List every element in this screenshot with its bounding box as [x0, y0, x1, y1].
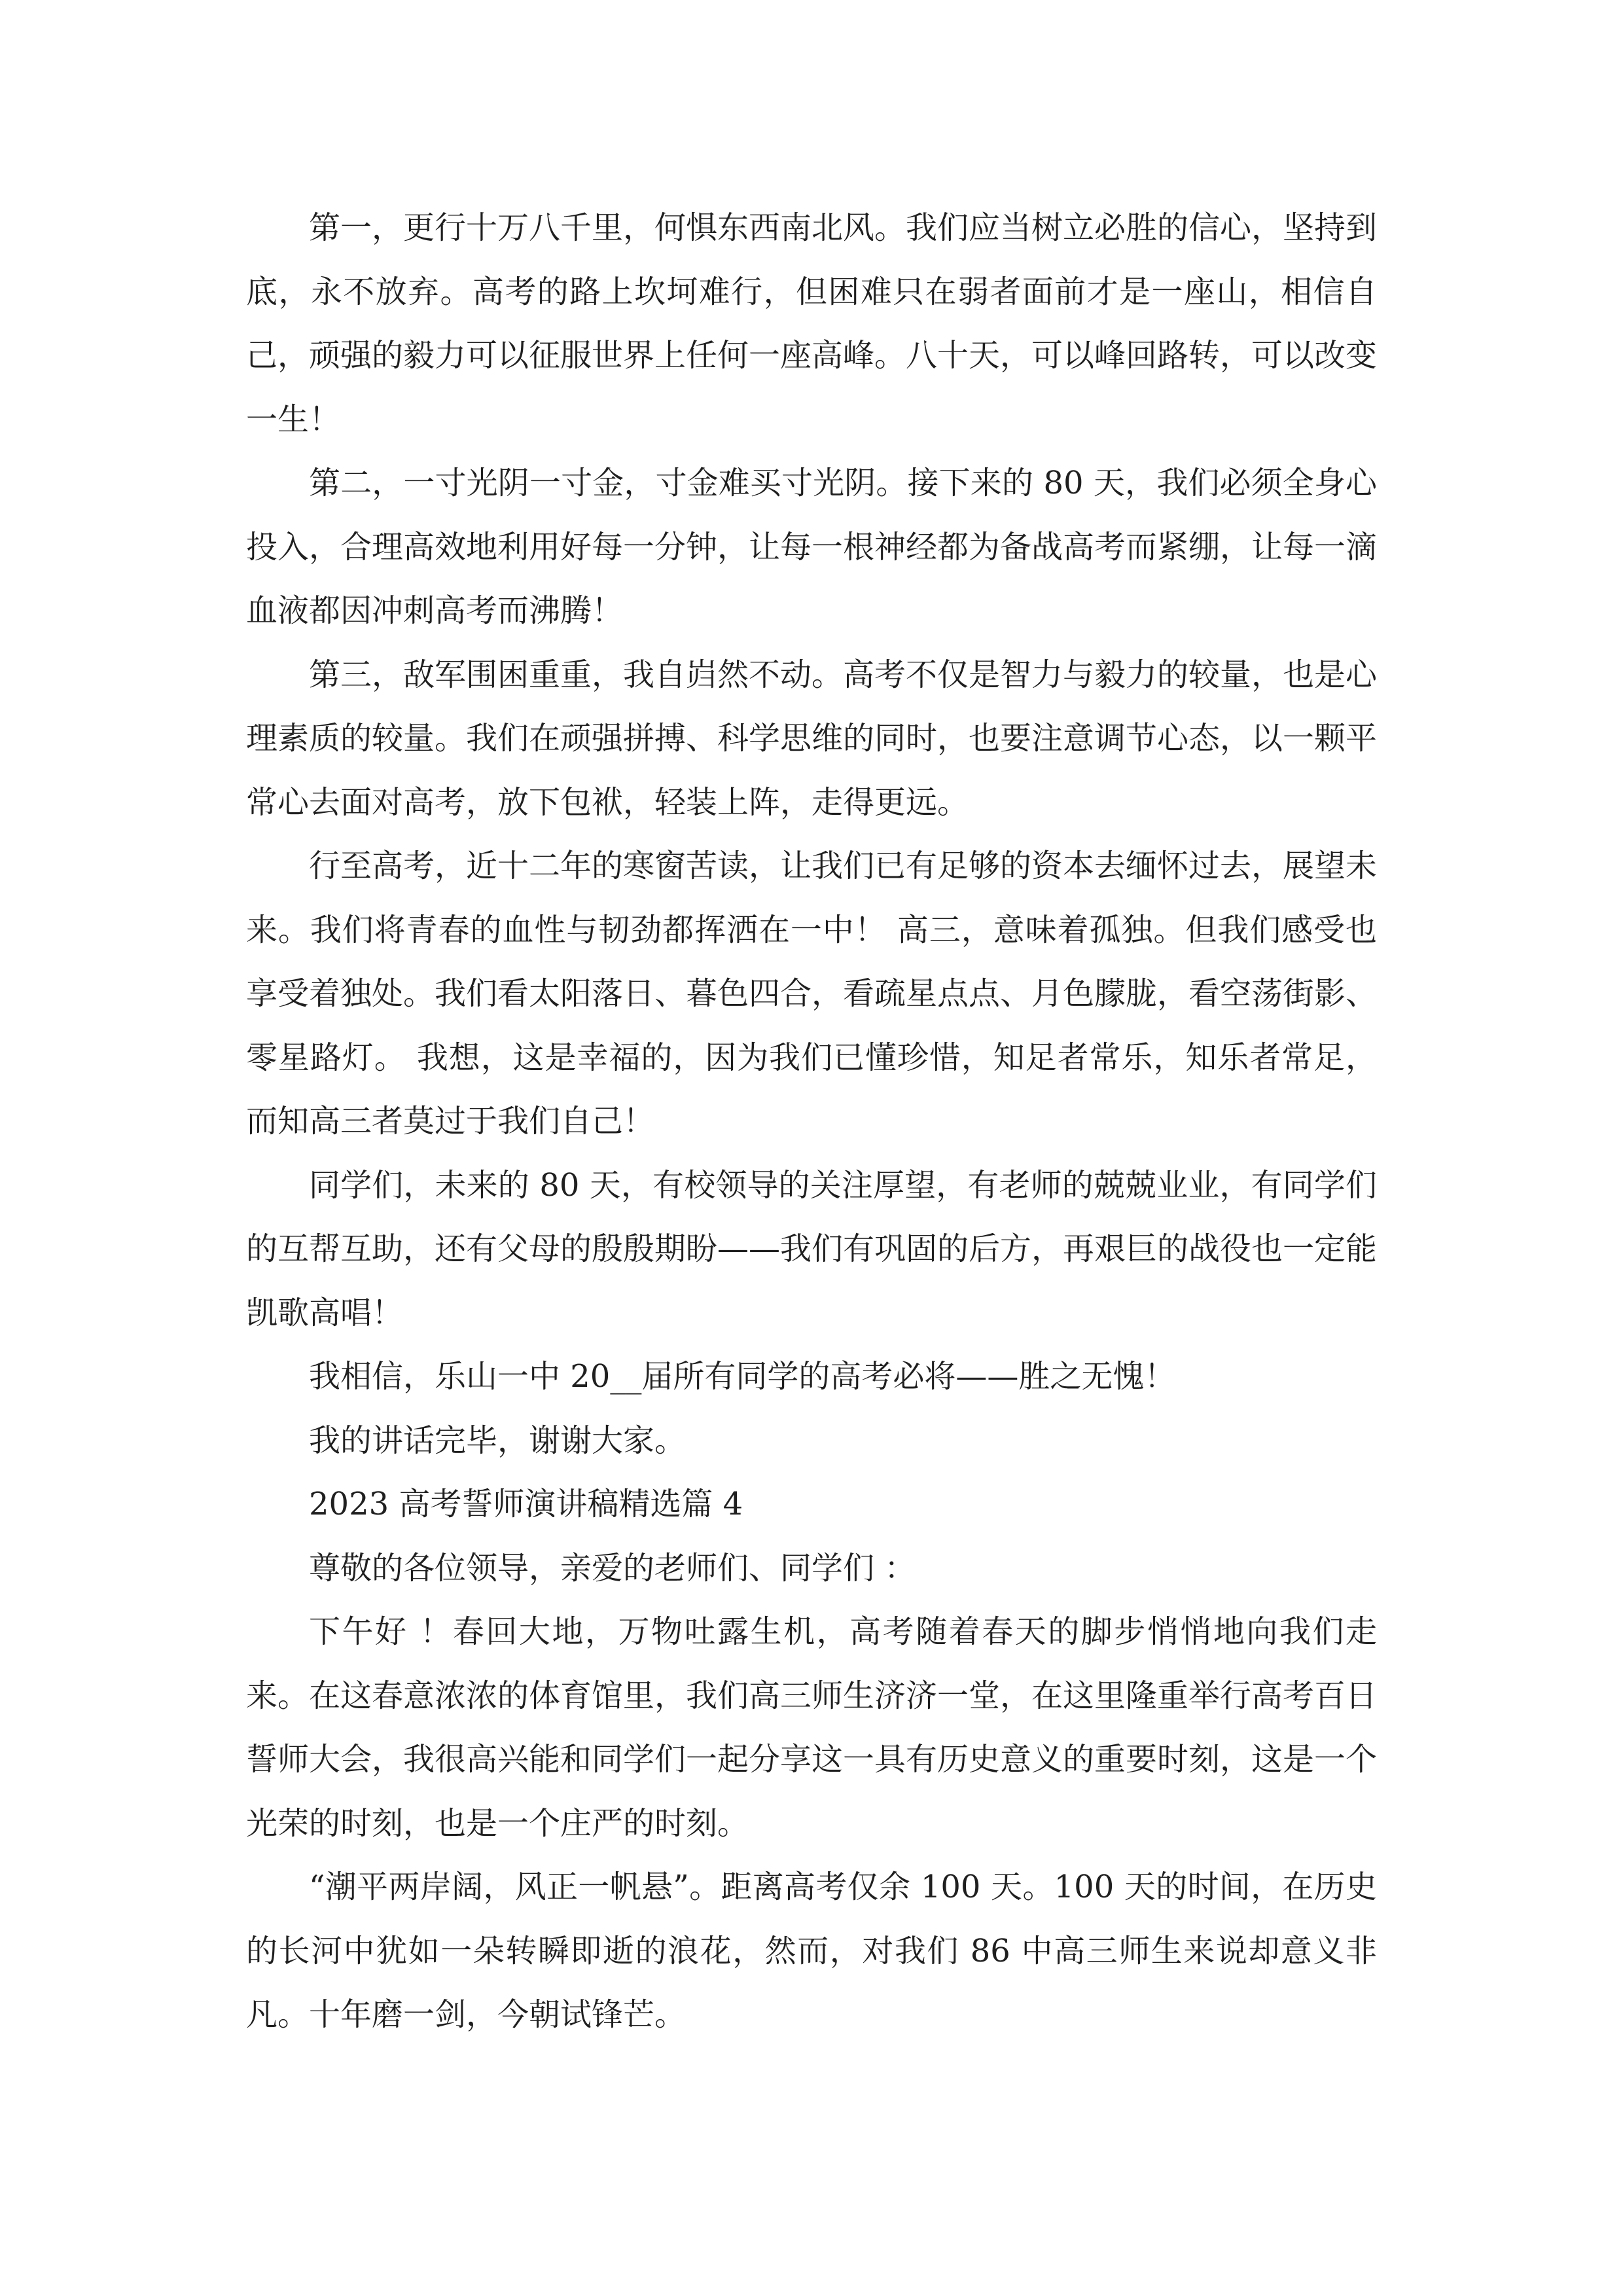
paragraph-belief: 我相信，乐山一中 20__届所有同学的高考必将——胜之无愧！ [309, 1358, 1176, 1395]
paragraph-first-point: 第一，更行十万八千里，何惧东西南北风。我们应当树立必胜的信心，坚持到底，永不放弃。高考的路上坎坷难行，但困难只在弱者面前才是一座山，相信自己，顽强的毅力可以征服世界上任何一座高峰。八十天，可以峰回路转，可以改变一生！ [246, 209, 1378, 438]
paragraph-third-point: 第三，敌军围困重重，我自岿然不动。高考不仅是智力与毅力的较量，也是心理素质的较量。我们在顽强拼搏、科学思维的同时，也要注意调节心态，以一颗平常心去面对高考，放下包袱，轻装上阵，走得更远。 [246, 656, 1378, 821]
paragraph-greeting: 下午好 ！春回大地，万物吐露生机，高考随着春天的脚步悄悄地向我们走来。在这春意浓浓的体育馆里，我们高三师生济济一堂，在这里隆重举行高考百日誓师大会，我很高兴能和同学们一起分享这一具有历史意义的重要时刻，这是一个光荣的时刻，也是一个庄严的时刻。 [246, 1613, 1378, 1842]
paragraph-classmates: 同学们，未来的 80 天，有校领导的关注厚望，有老师的兢兢业业，有同学们的互帮互助，还有父母的殷殷期盼——我们有巩固的后方，再艰巨的战役也一定能凯歌高唱！ [246, 1166, 1378, 1331]
section-heading: 2023 高考誓师演讲稿精选篇 4 [309, 1486, 743, 1522]
paragraph-second-point: 第二，一寸光阴一寸金，寸金难买寸光阴。接下来的 80 天，我们必须全身心投入，合理高效地利用好每一分钟，让每一根神经都为备战高考而紧绷，让每一滴血液都因冲刺高考而沸腾！ [246, 465, 1378, 629]
speech-text [246, 196, 1377, 2047]
paragraph-salutation: 尊敬的各位领导，亲爱的老师们、同学们 ： [309, 1549, 916, 1587]
paragraph-senior-year: 行至高考，近十二年的寒窗苦读，让我们已有足够的资本去缅怀过去，展望未来。我们将青春的血性与韧劲都挥洒在一中！ 高三，意味着孤独。但我们感受也享受着独处。我们看太阳落日、暮色四合，看疏星点点、月色朦胧，看空荡街影、零星路灯。 我想，这是幸福的，因为我们已懂珍惜，知足者常乐，知乐者常足，而知高三者莫过于我们自己！ [246, 848, 1378, 1139]
paragraph-countdown: “潮平两岸阔，风正一帆悬”。距离高考仅余 100 天。100 天的时间，在历史的长河中犹如一朵转瞬即逝的浪花，然而，对我们 86 中高三师生来说却意义非凡。十年磨一剑，今朝试锋芒。 [246, 1869, 1377, 2033]
paragraph-closing: 我的讲话完毕，谢谢大家。 [309, 1422, 687, 1459]
